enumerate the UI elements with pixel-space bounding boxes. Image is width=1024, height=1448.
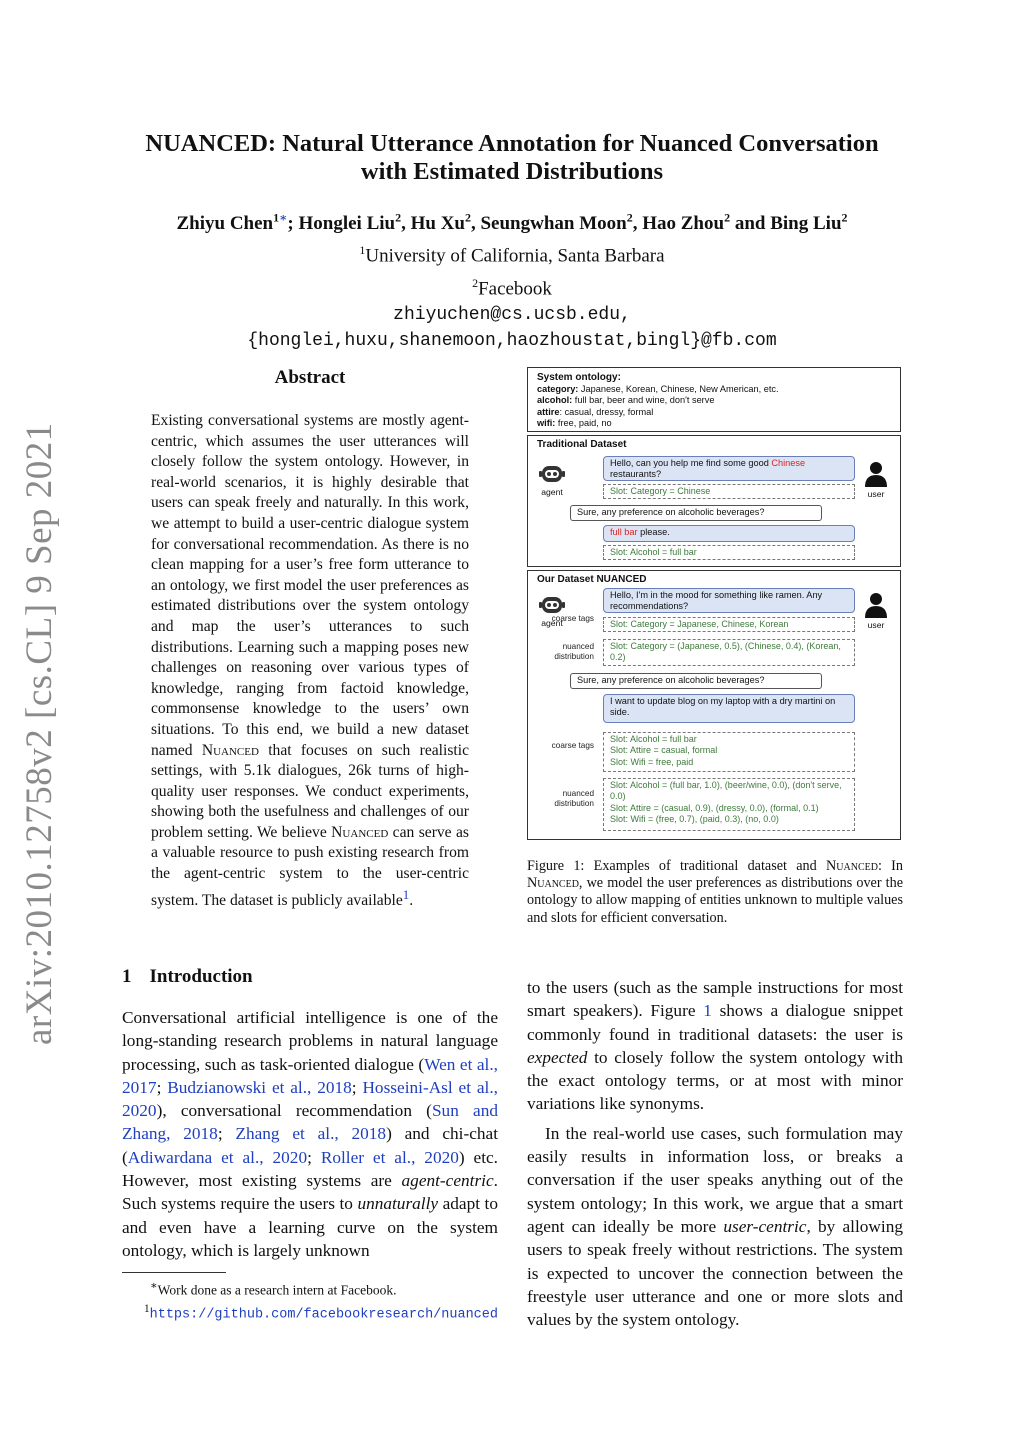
slot-line: Slot: Wifi = (free, 0.7), (paid, 0.3), (no, 0.0) [610,814,779,825]
affiliation-mark: 2 [724,211,731,225]
agent-label: agent [541,487,563,497]
body-text: , by allowing users to speak freely without restrictions. The system is expected to uncover the connection between the freestyle user utterance and one or more slots and values by the system ontology. [527,1216,903,1330]
nuanced-distribution-label: nuanced distribution [554,789,594,808]
user-utterance: Hello, I'm in the mood for something like ramen. Any recommendations? [603,588,855,613]
author-name: Seungwhan Moon [480,213,627,235]
slot-line: Slot: Alcohol = (full bar, 1.0), (beer/wine, 0.0), (don't serve, 0.0) [610,780,842,802]
affiliation-mark: 2 [464,211,471,225]
body-text: ) etc. However, most existing systems are [122,1147,498,1191]
emphasis-text: agent-centric [401,1171,494,1191]
user-label: user [867,620,885,630]
dataset-name: Nuanced [201,741,259,759]
affiliation-name: Facebook [478,277,552,299]
ontology-panel [527,367,901,432]
author-name: Bing Liu [770,213,842,235]
author-name: Hu Xu [410,213,465,235]
affiliation-mark: 1 [273,211,280,225]
figure-reference-link[interactable]: 1 [703,1001,712,1021]
slot-annotation: Slot: Alcohol = full bar [603,545,855,560]
coarse-tag-annotation [603,732,855,772]
footnotes [122,1277,498,1324]
user-utterance [603,525,855,542]
caption-text: Figure 1: Examples of traditional dataset and [527,858,827,874]
ontology-row [537,418,891,430]
footnote-mark: ∗ [150,1280,158,1292]
highlighted-entity: full bar [610,527,638,537]
dataset-name: Nuanced [331,823,389,841]
title-line-1: NUANCED: Natural Utterance Annotation for Nuanced Conversation [145,130,879,157]
citation-link[interactable]: Budzianowski et al., 2018 [167,1077,352,1097]
arxiv-identifier: arXiv:2010.12758v2 [cs.CL] 9 Sep 2021 [19,422,60,1045]
abstract-heading: Abstract [274,367,346,388]
footnote-2 [122,1300,498,1325]
user-icon [864,592,888,618]
section-heading [122,966,271,988]
utterance-text: Hello, can you help me find some good [610,458,772,468]
author-name: Zhiyu Chen [176,213,274,235]
coarse-tag-annotation: Slot: Category = Japanese, Chinese, Korean [603,617,855,632]
agent-utterance: Sure, any preference on alcoholic beverages? [570,505,822,521]
citation-link[interactable]: Adiwardana et al., 2020 [127,1147,308,1167]
body-text: shows a dialogue snippet commonly found in traditional datasets: the user is [527,1001,904,1044]
affiliation-mark: 2 [395,211,402,225]
footnote-rule [122,1272,226,1273]
body-text: ; [217,1124,236,1144]
body-text: . Such systems require the users to [122,1171,498,1214]
github-link[interactable]: https://github.com/facebookresearch/nuanced [149,1307,498,1322]
body-text: ) and chi-chat ( [122,1124,499,1167]
email-2: {honglei,huxu,shanemoon,haozhoustat,bingl}@fb.com [247,330,777,351]
user-utterance [603,456,855,481]
panel-title: Our Dataset NUANCED [537,574,647,585]
ontology-key: wifi: [537,418,556,429]
abstract-part: that focuses on such realistic settings, with 5.1k dialogues, 26k turns of high-quality user responses. We conduct experiments, showing both the usefulness and challenges of our problem setting. We believe [151,741,469,841]
panel-title: Traditional Dataset [537,439,627,450]
citation-link[interactable]: Wen et al., 2017 [122,1054,498,1097]
paragraph [527,976,903,1116]
highlighted-entity: Chinese [771,458,806,468]
ontology-row [537,395,891,407]
affiliation-2 [100,270,924,302]
author-conjunction: and [734,213,766,235]
title-line-2: with Estimated Distributions [360,158,664,185]
body-text: ; [307,1147,321,1167]
footnote-1 [122,1277,498,1300]
utterance-text: restaurants? [610,469,662,480]
abstract-part: Existing conversational systems are mostly agent-centric, which assumes the user utterances will closely follow the system ontology. However, in real-world scenarios, it is highly desirable that users can speak freely and naturally. In this work, we attempt to build a user-centric dialogue system for conversational recommendation. As there is no clean mapping for a user’s free form utterance to an ontology, we first model the user preferences as estimated distributions over the system ontology and map the user’s utterances to such distributions. Learning such a mapping poses new challenges on reasoning over various types of knowledge, ranging from factoid knowledge, commonsense knowledge to the users’ own situations. To this end, we build a new dataset named [151,412,469,759]
agent-label: agent [541,618,563,628]
abstract-text [151,411,469,911]
author-list: Zhiyu Chen$^{1∗}$; Honglei Liu$^2$, Hu Xu$^2$, Seungwhan Moon$^2$, Hao Zhou$^2$ and Bing Liu$^2$ [176,211,848,235]
slot-line: Slot: Wifi = free, paid [610,756,694,767]
ontology-values: free, paid, no [555,418,612,429]
agent-figure [532,463,572,497]
utterance-text: please. [637,527,670,537]
user-figure [856,592,896,630]
nuanced-distribution-annotation [603,778,855,831]
affiliation-mark: 2 [472,275,479,290]
agent-utterance: Sure, any preference on alcoholic beverages? [570,673,822,689]
affiliation-mark: 2 [626,211,633,225]
affiliation-name: University of California, Santa Barbara [365,245,665,267]
slot-line: Slot: Alcohol = full bar [610,734,697,744]
citation-link[interactable]: Hosseini-Asl et al., 2020 [122,1077,498,1121]
body-text: to closely follow the system ontology with the exact ontology terms, or at most with minor variations like synonyms. [527,1047,903,1114]
ontology-values: Japanese, Korean, Chinese, New American, etc. [578,383,779,394]
email-1: zhiyuchen@cs.ucsb.edu, [393,304,631,325]
affiliation-1 [100,237,924,269]
body-text: ; [351,1077,363,1097]
caption-text: : In [877,858,903,874]
emphasis-text: unnaturally [357,1194,439,1214]
abstract-part: can serve as a valuable resource to push existing research from the agent-centric system to the user-centric system. The dataset is publicly available [151,823,469,909]
body-text: Conversational artificial intelligence is one of the long-standing research problems in natural language processing, such as task-oriented dialogue ( [122,1008,498,1074]
ontology-key: attire [537,406,560,417]
footnote-mark[interactable]: ∗ [279,211,288,225]
affiliation-mark: 2 [841,211,848,225]
citation-link[interactable]: Roller et al., 2020 [320,1147,459,1167]
ontology-title: System ontology: [537,372,621,383]
nuanced-distribution-annotation: Slot: Category = (Japanese, 0.5), (Chinese, 0.4), (Korean, 0.2) [603,639,855,666]
emphasis-text: user-centric [723,1216,807,1236]
slot-line: Slot: Attire = (casual, 0.9), (dressy, 0.0), (formal, 0.1) [610,802,819,813]
body-text: In the real-world use cases, such formulation may easily results in information loss, or breaks a conversation if the user speaks anything out of the system ontology; In this work, we argue that a smart agent can ideally be more [527,1123,903,1236]
slot-line: Slot: Attire = casual, formal [610,745,718,756]
section-title: Introduction [149,966,253,987]
ontology-values: full bar, beer and wine, don't serve [572,395,715,406]
caption-text: , we model the user preferences as distributions over the ontology to allow mapping of entities unknown to multiple values and slots for efficient conversation. [527,875,903,926]
robot-icon [538,594,566,616]
footnote-link[interactable]: 1 [402,886,410,902]
nuanced-distribution-label: nuanced distribution [554,642,594,661]
dataset-name: Nuanced [826,858,878,874]
paper-title [100,130,924,186]
user-label: user [867,489,885,499]
dataset-name: Nuanced [527,875,579,892]
author-name: Honglei Liu [298,213,396,235]
body-text: to the users (such as the sample instructions for most smart speakers). Figure [527,978,903,1021]
user-utterance: I want to update blog on my laptop with a dry martini on side. [603,694,855,723]
section-number: 1 [122,966,132,987]
ontology-key: category: [537,383,579,394]
coarse-tags-label: coarse tags [551,614,594,623]
intro-right-column [527,976,903,1331]
nuanced-dataset-panel [527,570,901,840]
intro-left-column [122,1006,498,1262]
body-text: ; [156,1077,168,1097]
traditional-dataset-panel [527,435,901,567]
user-icon [864,461,888,487]
ontology-row [537,384,891,396]
affiliation-mark: 1 [359,243,366,258]
citation-link[interactable]: Zhang et al., 2018 [235,1124,387,1144]
footnote-mark: 1 [144,1302,150,1315]
author-block [100,205,924,354]
abstract-part: . [409,891,414,909]
footnote-text: Work done as a research intern at Facebook. [157,1282,397,1298]
figure-1 [527,367,901,843]
coarse-tags-label: coarse tags [551,741,594,750]
slot-annotation: Slot: Category = Chinese [603,484,855,499]
ontology-values: : casual, dressy, formal [559,406,654,417]
figure-caption [527,858,903,927]
citation-link[interactable]: Sun and Zhang, 2018 [122,1101,498,1144]
emphasis-text: expected [527,1047,588,1067]
author-name: Hao Zhou [642,213,725,235]
body-text: adapt to and even have a learning curve on the system ontology, which is largely unknown [122,1194,499,1260]
robot-icon [538,463,566,485]
body-text: ), conversational recommendation ( [156,1101,432,1121]
user-figure [856,461,896,499]
ontology-key: alcohol: [537,395,573,406]
paragraph [527,1122,903,1332]
ontology-row [537,407,891,419]
